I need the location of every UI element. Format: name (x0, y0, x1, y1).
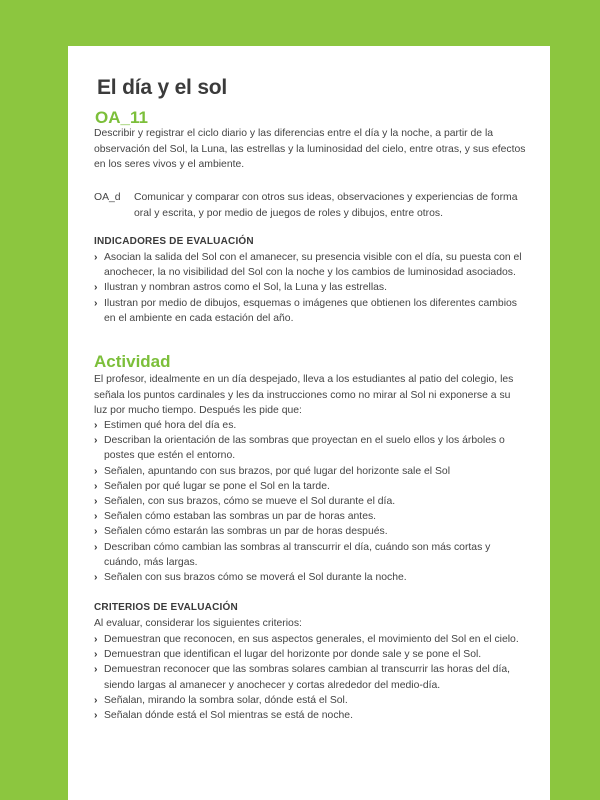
list-item: › Señalen, apuntando con sus brazos, por qué lugar del horizonte sale el Sol (94, 464, 526, 479)
list-item: › Señalen por qué lugar se pone el Sol en la tarde. (94, 479, 526, 494)
list-item: › Señalen cómo estaban las sombras un par de horas antes. (94, 509, 526, 524)
list-item: › Estimen qué hora del día es. (94, 418, 526, 433)
list-item: › Señalen cómo estarán las sombras un par de horas después. (94, 524, 526, 539)
list-item: › Demuestran que identifican el lugar del horizonte por donde sale y se pone el Sol. (94, 647, 526, 662)
oa-description: Describir y registrar el ciclo diario y las diferencias entre el día y la noche, a partir de la observación del Sol, la Luna, las estrellas y la luminosidad del cielo, entre otras, y sus efectos en los seres vivos y el ambiente. (94, 128, 526, 171)
list-item: › Demuestran reconocer que las sombras solares cambian al transcurrir las horas del día, siendo largas al amanecer y anochecer y cortas alrededor del medio-día. (94, 662, 526, 692)
list-item: › Ilustran por medio de dibujos, esquemas o imágenes que obtienen los diferentes cambios en el ambiente en cada estación del año. (94, 296, 526, 326)
oa-d-description: Comunicar y comparar con otros sus ideas, observaciones y experiencias de forma oral y escrita, y por medio de juegos de roles y dibujos, entre otros. (134, 192, 518, 219)
list-item: › Asocian la salida del Sol con el amanecer, su presencia visible con el día, su puesta con el anochecer, la no visibilidad del Sol con la noche y los cambios de luminosidad asociados. (94, 250, 526, 280)
oa-d-code: OA_d (94, 192, 121, 203)
criterios-list (94, 632, 526, 723)
indicadores-heading: INDICADORES DE EVALUACIÓN (94, 236, 254, 247)
actividad-heading: Actividad (94, 352, 171, 371)
list-item: › Señalen, con sus brazos, cómo se mueve el Sol durante el día. (94, 494, 526, 509)
list-item: › Señalan, mirando la sombra solar, dónde está el Sol. (94, 693, 526, 708)
list-item: › Ilustran y nombran astros como el Sol, la Luna y las estrellas. (94, 280, 526, 295)
actividad-intro: El profesor, idealmente en un día despejado, lleva a los estudiantes al patio del colegio, les señala los puntos cardinales y les da instrucciones como no mirar al Sol ni exponerse a su luz por mucho tiempo. Después les pide que: (94, 374, 514, 417)
list-item: › Demuestran que reconocen, en sus aspectos generales, el movimiento del Sol en el cielo. (94, 632, 526, 647)
document-page (68, 46, 550, 800)
criterios-intro: Al evaluar, considerar los siguientes criterios: (94, 618, 302, 629)
criterios-heading: CRITERIOS DE EVALUACIÓN (94, 602, 238, 613)
actividad-list (94, 418, 526, 585)
list-item: › Señalan dónde está el Sol mientras se está de noche. (94, 708, 526, 723)
list-item: › Describan cómo cambian las sombras al transcurrir el día, cuándo son más cortas y cuándo, más largas. (94, 540, 526, 570)
oa-d-row (94, 190, 526, 221)
oa-code: OA_11 (95, 108, 148, 127)
list-item: › Describan la orientación de las sombras que proyectan en el suelo ellos y los árboles o postes que estén el entorno. (94, 433, 526, 463)
page-title: El día y el sol (97, 76, 228, 99)
indicadores-list (94, 250, 526, 326)
list-item: › Señalen con sus brazos cómo se moverá el Sol durante la noche. (94, 570, 526, 585)
